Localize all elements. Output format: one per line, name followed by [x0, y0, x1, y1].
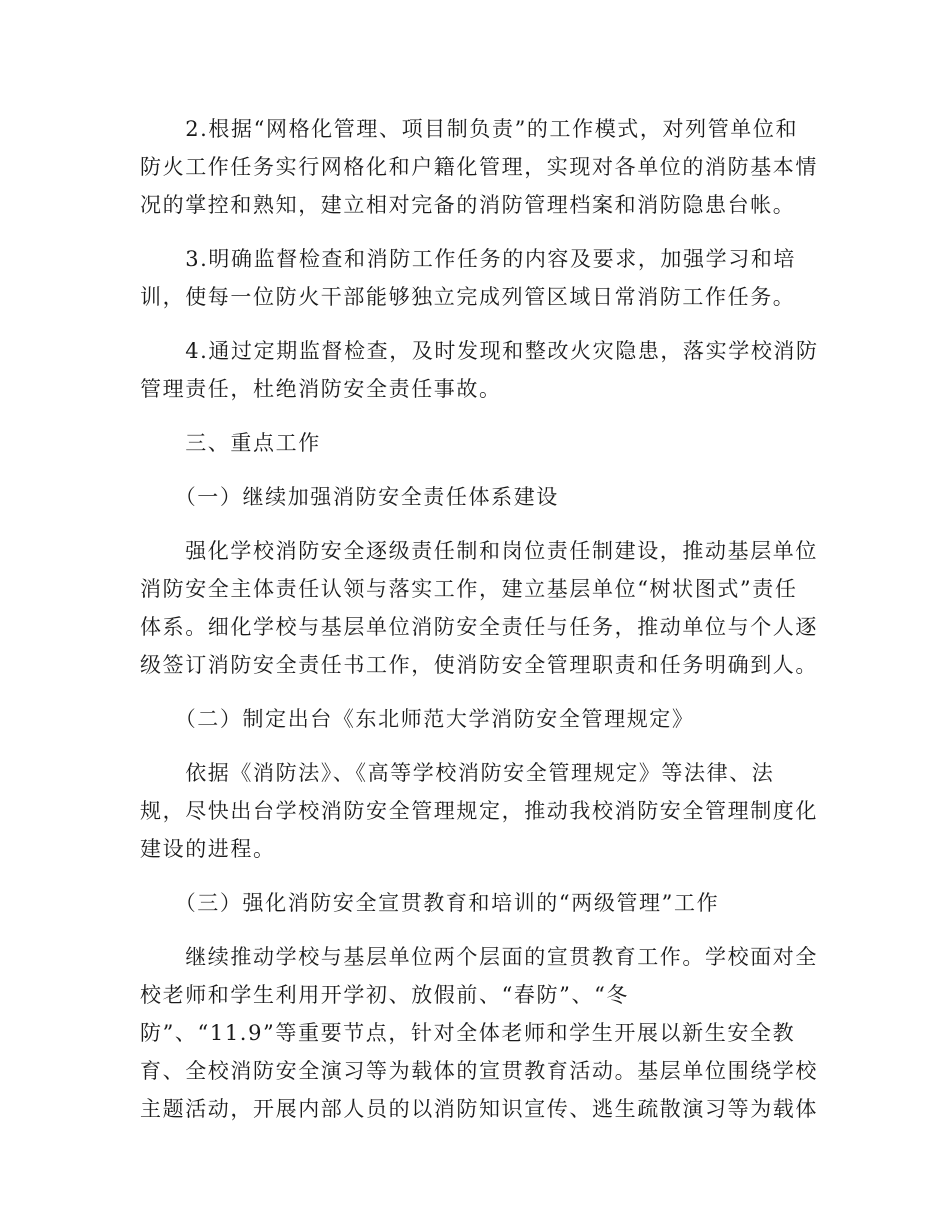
paragraph-item-3: [140, 240, 810, 316]
text-line: 防”、“11.9”等重要节点，针对全体老师和学生开展以新生安全教: [140, 1021, 796, 1045]
heading-text: （三）强化消防安全宣贯教育和培训的“两级管理”工作: [140, 891, 720, 915]
text-line: 3.明确监督检查和消防工作任务的内容及要求，加强学习和培: [140, 247, 797, 271]
paragraph-item-2: [140, 110, 818, 224]
document-body: [140, 110, 819, 1128]
paragraph-body-3: [140, 938, 818, 1128]
text-line: 规，尽快出台学校消防安全管理规定，推动我校消防安全管理制度化: [140, 799, 818, 823]
paragraph-body-2: [140, 754, 818, 868]
text-line: 育、全校消防安全演习等为载体的宣贯教育活动。基层单位围绕学校: [140, 1059, 818, 1083]
text-line: 管理责任，杜绝消防安全责任事故。: [140, 377, 502, 401]
text-line: 训，使每一位防火干部能够独立完成列管区域日常消防工作任务。: [140, 285, 796, 309]
text-line: 防火工作任务实行网格化和户籍化管理，实现对各单位的消防基本情: [140, 155, 818, 179]
heading-text: （二）制定出台《东北师范大学消防安全管理规定》: [140, 707, 695, 731]
text-line: 主题活动，开展内部人员的以消防知识宣传、逃生疏散演习等为载体: [140, 1097, 818, 1121]
subsection-heading-1: [140, 478, 810, 516]
subsection-heading-2: [140, 700, 810, 738]
heading-text: 三、重点工作: [140, 431, 321, 455]
text-line: 建设的进程。: [140, 837, 276, 861]
section-heading: [140, 424, 810, 462]
paragraph-body-1: [140, 532, 818, 684]
text-line: 况的掌控和熟知，建立相对完备的消防管理档案和消防隐患台帐。: [140, 193, 796, 217]
text-line: 体系。细化学校与基层单位消防安全责任与任务，推动单位与个人逐: [140, 615, 818, 639]
text-line: 2.根据“网格化管理、项目制负责”的工作模式，对列管单位和: [140, 117, 799, 141]
text-line: 继续推动学校与基层单位两个层面的宣贯教育工作。学校面对全: [140, 945, 818, 969]
text-line: 消防安全主体责任认领与落实工作，建立基层单位“树状图式”责任: [140, 577, 798, 601]
text-line: 4.通过定期监督检查，及时发现和整改火灾隐患，落实学校消防: [140, 339, 819, 363]
text-line: 级签订消防安全责任书工作，使消防安全管理职责和任务明确到人。: [140, 653, 818, 677]
text-line: 依据《消防法》、《高等学校消防安全管理规定》等法律、法: [140, 761, 775, 785]
paragraph-item-4: [140, 332, 819, 408]
text-line: 校老师和学生利用开学初、放假前、“春防”、“冬: [140, 983, 630, 1007]
text-line: 强化学校消防安全逐级责任制和岗位责任制建设，推动基层单位: [140, 539, 818, 563]
heading-text: （一）继续加强消防安全责任体系建设: [140, 485, 559, 509]
subsection-heading-3: [140, 884, 810, 922]
